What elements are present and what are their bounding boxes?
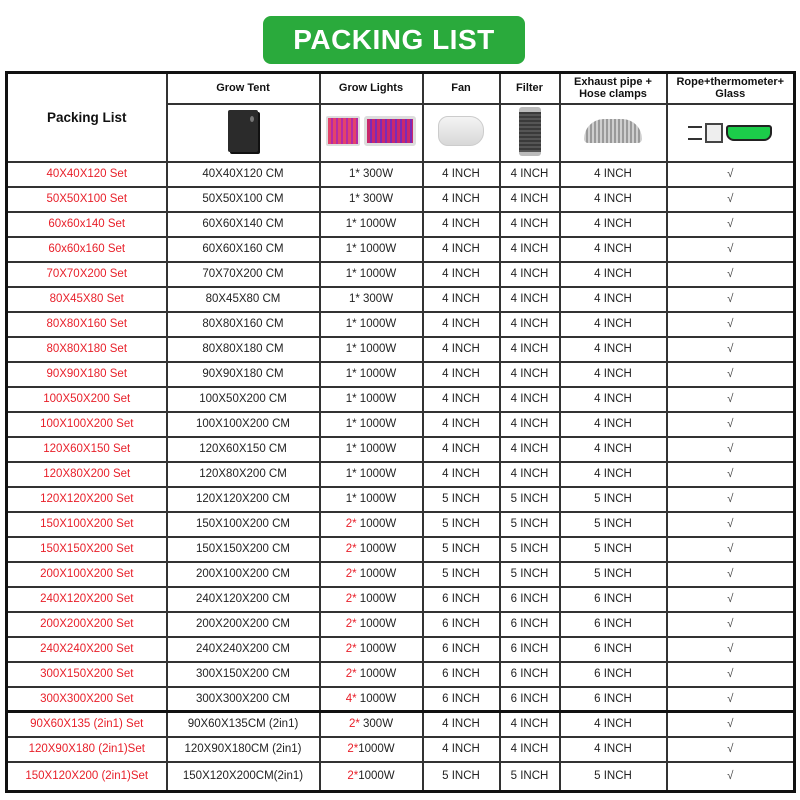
accessory-kit-check-cell: √	[667, 212, 795, 237]
exhaust-image-cell	[560, 104, 667, 162]
exhaust-size-cell: 6 INCH	[560, 687, 667, 712]
page-title: PACKING LIST	[293, 24, 495, 55]
light-wattage: 1000W	[356, 593, 397, 605]
grow-lights-cell	[320, 337, 423, 362]
accessory-kit-check-cell: √	[667, 537, 795, 562]
accessory-kit-check-cell: √	[667, 237, 795, 262]
fan-size-cell: 4 INCH	[423, 437, 500, 462]
table-row	[7, 162, 795, 187]
fan-size-cell: 6 INCH	[423, 687, 500, 712]
table-row	[7, 662, 795, 687]
grow-tent-icon	[228, 110, 258, 152]
table-row	[7, 562, 795, 587]
filter-size-cell: 4 INCH	[500, 462, 560, 487]
light-quantity: 2*	[345, 543, 357, 555]
header-filter: Filter	[500, 73, 560, 104]
grow-lights-cell	[320, 262, 423, 287]
tent-size-cell: 60X60X140 CM	[167, 212, 320, 237]
header-kit-line2: Glass	[715, 88, 746, 101]
exhaust-size-cell: 6 INCH	[560, 612, 667, 637]
filter-size-cell: 4 INCH	[500, 262, 560, 287]
exhaust-size-cell: 4 INCH	[560, 312, 667, 337]
grow-lights-cell	[320, 437, 423, 462]
set-name-cell: 90X90X180 Set	[7, 362, 167, 387]
grow-tent-image-cell	[167, 104, 320, 162]
set-name-cell: 200X100X200 Set	[7, 562, 167, 587]
set-name-cell: 240X240X200 Set	[7, 637, 167, 662]
light-quantity: 2*	[347, 770, 359, 783]
table-row	[7, 687, 795, 712]
tent-size-cell: 240X120X200 CM	[167, 587, 320, 612]
grow-lights-cell	[320, 662, 423, 687]
exhaust-size-cell: 6 INCH	[560, 637, 667, 662]
set-name-cell: 60x60x140 Set	[7, 212, 167, 237]
table-row	[7, 712, 795, 737]
set-name-cell: 300X150X200 Set	[7, 662, 167, 687]
grow-lights-cell	[320, 537, 423, 562]
accessory-kit-check-cell: √	[667, 262, 795, 287]
filter-size-cell: 4 INCH	[500, 287, 560, 312]
set-name-cell: 60x60x160 Set	[7, 237, 167, 262]
filter-size-cell: 5 INCH	[500, 537, 560, 562]
filter-size-cell: 4 INCH	[500, 387, 560, 412]
header-grow-tent: Grow Tent	[167, 73, 320, 104]
fan-size-cell: 6 INCH	[423, 637, 500, 662]
table-row	[7, 312, 795, 337]
set-name-cell: 120X80X200 Set	[7, 462, 167, 487]
grow-lights-icon	[326, 116, 416, 146]
table-row	[7, 512, 795, 537]
tent-size-cell: 100X50X200 CM	[167, 387, 320, 412]
title-banner	[263, 16, 525, 64]
exhaust-size-cell: 4 INCH	[560, 337, 667, 362]
fan-size-cell: 5 INCH	[423, 487, 500, 512]
light-wattage: 1000W	[356, 692, 397, 705]
tent-size-cell: 200X100X200 CM	[167, 562, 320, 587]
light-quantity: 2*	[345, 518, 357, 530]
light-quantity: 1*	[345, 393, 357, 405]
exhaust-size-cell: 4 INCH	[560, 737, 667, 762]
light-quantity: 2*	[345, 618, 357, 630]
accessory-kit-check-cell: √	[667, 587, 795, 612]
grow-lights-image-cell	[320, 104, 423, 162]
header-exhaust-line2: Hose clamps	[579, 88, 647, 101]
light-quantity: 4*	[345, 692, 357, 705]
light-quantity: 2*	[345, 643, 357, 655]
fan-size-cell: 4 INCH	[423, 712, 500, 737]
set-name-cell: 120X60X150 Set	[7, 437, 167, 462]
light-wattage: 1000W	[356, 343, 397, 355]
light-wattage: 300W	[359, 168, 394, 180]
exhaust-size-cell: 4 INCH	[560, 362, 667, 387]
light-wattage: 300W	[359, 293, 394, 305]
filter-size-cell: 6 INCH	[500, 612, 560, 637]
table-row	[7, 362, 795, 387]
table-row	[7, 412, 795, 437]
ducting-icon	[584, 119, 642, 143]
table-row	[7, 187, 795, 212]
set-name-cell: 80X45X80 Set	[7, 287, 167, 312]
accessory-kit-check-cell: √	[667, 687, 795, 712]
table-row	[7, 737, 795, 762]
set-name-cell: 120X120X200 Set	[7, 487, 167, 512]
tent-size-cell: 90X60X135CM (2in1)	[167, 712, 320, 737]
grow-lights-cell	[320, 362, 423, 387]
header-packing-list: Packing List	[7, 73, 167, 162]
light-wattage: 1000W	[356, 443, 397, 455]
filter-size-cell: 4 INCH	[500, 737, 560, 762]
grow-lights-cell	[320, 562, 423, 587]
tent-size-cell: 150X120X200CM(2in1)	[167, 762, 320, 792]
filter-size-cell: 6 INCH	[500, 637, 560, 662]
grow-lights-cell	[320, 162, 423, 187]
tent-size-cell: 120X120X200 CM	[167, 487, 320, 512]
fan-image-cell	[423, 104, 500, 162]
light-quantity: 1*	[345, 493, 357, 505]
light-wattage: 1000W	[356, 418, 397, 430]
tent-size-cell: 100X100X200 CM	[167, 412, 320, 437]
accessory-kit-check-cell: √	[667, 487, 795, 512]
exhaust-size-cell: 5 INCH	[560, 512, 667, 537]
tent-size-cell: 300X150X200 CM	[167, 662, 320, 687]
table-row	[7, 587, 795, 612]
set-name-cell: 100X100X200 Set	[7, 412, 167, 437]
tent-size-cell: 60X60X160 CM	[167, 237, 320, 262]
light-wattage: 1000W	[356, 318, 397, 330]
inline-fan-icon	[438, 116, 484, 146]
fan-size-cell: 4 INCH	[423, 462, 500, 487]
filter-size-cell: 4 INCH	[500, 437, 560, 462]
filter-size-cell: 4 INCH	[500, 312, 560, 337]
exhaust-size-cell: 5 INCH	[560, 762, 667, 792]
grow-lights-cell	[320, 312, 423, 337]
set-name-cell: 240X120X200 Set	[7, 587, 167, 612]
table-row	[7, 637, 795, 662]
set-name-cell: 50X50X100 Set	[7, 187, 167, 212]
header-grow-lights: Grow Lights	[320, 73, 423, 104]
filter-size-cell: 6 INCH	[500, 587, 560, 612]
accessory-kit-check-cell: √	[667, 562, 795, 587]
fan-size-cell: 4 INCH	[423, 312, 500, 337]
light-wattage: 300W	[359, 718, 394, 731]
light-wattage: 1000W	[356, 518, 397, 530]
light-wattage: 1000W	[356, 543, 397, 555]
tent-size-cell: 200X200X200 CM	[167, 612, 320, 637]
tent-size-cell: 80X80X180 CM	[167, 337, 320, 362]
grow-lights-cell	[320, 212, 423, 237]
filter-size-cell: 4 INCH	[500, 162, 560, 187]
light-wattage: 1000W	[356, 243, 397, 255]
table-row	[7, 262, 795, 287]
accessory-kit-check-cell: √	[667, 437, 795, 462]
accessory-kit-check-cell: √	[667, 737, 795, 762]
grow-lights-cell	[320, 637, 423, 662]
table-row	[7, 337, 795, 362]
light-wattage: 1000W	[358, 743, 395, 755]
tent-size-cell: 80X45X80 CM	[167, 287, 320, 312]
grow-lights-cell	[320, 237, 423, 262]
grow-lights-cell	[320, 287, 423, 312]
fan-size-cell: 4 INCH	[423, 412, 500, 437]
light-wattage: 1000W	[356, 268, 397, 280]
tent-size-cell: 120X80X200 CM	[167, 462, 320, 487]
exhaust-size-cell: 5 INCH	[560, 487, 667, 512]
exhaust-size-cell: 4 INCH	[560, 712, 667, 737]
filter-size-cell: 4 INCH	[500, 337, 560, 362]
fan-size-cell: 4 INCH	[423, 737, 500, 762]
table-row	[7, 237, 795, 262]
filter-size-cell: 4 INCH	[500, 412, 560, 437]
light-quantity: 1*	[345, 243, 357, 255]
light-quantity: 1*	[345, 368, 357, 380]
set-name-cell: 40X40X120 Set	[7, 162, 167, 187]
accessory-kit-check-cell: √	[667, 612, 795, 637]
grow-lights-cell	[320, 512, 423, 537]
set-name-cell: 80X80X160 Set	[7, 312, 167, 337]
accessory-kit-icon	[688, 123, 772, 143]
fan-size-cell: 4 INCH	[423, 337, 500, 362]
light-wattage: 1000W	[356, 393, 397, 405]
set-name-cell: 70X70X200 Set	[7, 262, 167, 287]
filter-image-cell	[500, 104, 560, 162]
filter-size-cell: 4 INCH	[500, 237, 560, 262]
exhaust-size-cell: 4 INCH	[560, 462, 667, 487]
tent-size-cell: 40X40X120 CM	[167, 162, 320, 187]
fan-size-cell: 6 INCH	[423, 587, 500, 612]
tent-size-cell: 90X90X180 CM	[167, 362, 320, 387]
carbon-filter-icon	[519, 107, 541, 156]
light-quantity: 1*	[345, 268, 357, 280]
filter-size-cell: 6 INCH	[500, 662, 560, 687]
light-quantity: 1*	[348, 193, 360, 205]
light-wattage: 1000W	[356, 368, 397, 380]
header-exhaust-line1: Exhaust pipe +	[574, 76, 652, 89]
light-wattage: 1000W	[356, 218, 397, 230]
light-wattage: 1000W	[356, 668, 397, 680]
fan-size-cell: 4 INCH	[423, 387, 500, 412]
filter-size-cell: 5 INCH	[500, 512, 560, 537]
table-row	[7, 387, 795, 412]
accessory-kit-check-cell: √	[667, 762, 795, 792]
set-name-cell: 100X50X200 Set	[7, 387, 167, 412]
set-name-cell: 150X120X200 (2in1)Set	[7, 762, 167, 792]
accessory-kit-check-cell: √	[667, 662, 795, 687]
fan-size-cell: 4 INCH	[423, 362, 500, 387]
fan-size-cell: 5 INCH	[423, 512, 500, 537]
light-quantity: 2*	[347, 743, 359, 755]
fan-size-cell: 4 INCH	[423, 212, 500, 237]
exhaust-size-cell: 4 INCH	[560, 237, 667, 262]
set-name-cell: 150X100X200 Set	[7, 512, 167, 537]
table-row	[7, 462, 795, 487]
grow-lights-cell	[320, 487, 423, 512]
light-quantity: 1*	[348, 168, 360, 180]
exhaust-size-cell: 4 INCH	[560, 212, 667, 237]
grow-lights-cell	[320, 462, 423, 487]
accessory-kit-check-cell: √	[667, 162, 795, 187]
tent-size-cell: 120X90X180CM (2in1)	[167, 737, 320, 762]
fan-size-cell: 5 INCH	[423, 562, 500, 587]
accessory-kit-check-cell: √	[667, 187, 795, 212]
header-accessory-kit	[667, 73, 795, 104]
accessory-kit-check-cell: √	[667, 312, 795, 337]
light-quantity: 1*	[348, 293, 360, 305]
packing-list-body	[7, 162, 795, 792]
light-quantity: 2*	[345, 568, 357, 580]
exhaust-size-cell: 4 INCH	[560, 387, 667, 412]
fan-size-cell: 4 INCH	[423, 237, 500, 262]
fan-size-cell: 4 INCH	[423, 287, 500, 312]
grow-lights-cell	[320, 587, 423, 612]
grow-lights-cell	[320, 737, 423, 762]
fan-size-cell: 6 INCH	[423, 662, 500, 687]
accessory-kit-check-cell: √	[667, 337, 795, 362]
light-quantity: 1*	[345, 443, 357, 455]
fan-size-cell: 5 INCH	[423, 762, 500, 792]
tent-size-cell: 80X80X160 CM	[167, 312, 320, 337]
table-row	[7, 437, 795, 462]
tent-size-cell: 150X150X200 CM	[167, 537, 320, 562]
set-name-cell: 90X60X135 (2in1) Set	[7, 712, 167, 737]
table-row	[7, 612, 795, 637]
exhaust-size-cell: 4 INCH	[560, 437, 667, 462]
filter-size-cell: 4 INCH	[500, 712, 560, 737]
tent-size-cell: 70X70X200 CM	[167, 262, 320, 287]
accessory-kit-check-cell: √	[667, 287, 795, 312]
light-quantity: 2*	[345, 593, 357, 605]
light-wattage: 1000W	[356, 568, 397, 580]
header-exhaust	[560, 73, 667, 104]
accessory-kit-check-cell: √	[667, 362, 795, 387]
fan-size-cell: 4 INCH	[423, 162, 500, 187]
exhaust-size-cell: 6 INCH	[560, 587, 667, 612]
light-quantity: 1*	[345, 318, 357, 330]
filter-size-cell: 4 INCH	[500, 187, 560, 212]
light-quantity: 1*	[345, 468, 357, 480]
accessory-kit-check-cell: √	[667, 387, 795, 412]
accessory-kit-image-cell	[667, 104, 795, 162]
fan-size-cell: 6 INCH	[423, 612, 500, 637]
grow-lights-cell	[320, 612, 423, 637]
tent-size-cell: 50X50X100 CM	[167, 187, 320, 212]
accessory-kit-check-cell: √	[667, 462, 795, 487]
light-quantity: 2*	[348, 718, 360, 731]
filter-size-cell: 5 INCH	[500, 487, 560, 512]
header-kit-line1: Rope+thermometer+	[676, 76, 785, 89]
accessory-kit-check-cell: √	[667, 712, 795, 737]
fan-size-cell: 5 INCH	[423, 537, 500, 562]
light-wattage: 1000W	[356, 618, 397, 630]
exhaust-size-cell: 5 INCH	[560, 562, 667, 587]
set-name-cell: 300X300X200 Set	[7, 687, 167, 712]
grow-lights-cell	[320, 412, 423, 437]
exhaust-size-cell: 4 INCH	[560, 287, 667, 312]
light-wattage: 1000W	[356, 468, 397, 480]
light-wattage: 1000W	[356, 643, 397, 655]
table-row	[7, 212, 795, 237]
light-quantity: 2*	[345, 668, 357, 680]
fan-size-cell: 4 INCH	[423, 262, 500, 287]
grow-lights-cell	[320, 387, 423, 412]
accessory-kit-check-cell: √	[667, 637, 795, 662]
tent-size-cell: 150X100X200 CM	[167, 512, 320, 537]
table-row	[7, 487, 795, 512]
filter-size-cell: 4 INCH	[500, 212, 560, 237]
set-name-cell: 150X150X200 Set	[7, 537, 167, 562]
accessory-kit-check-cell: √	[667, 512, 795, 537]
set-name-cell: 80X80X180 Set	[7, 337, 167, 362]
filter-size-cell: 5 INCH	[500, 562, 560, 587]
tent-size-cell: 300X300X200 CM	[167, 687, 320, 712]
grow-lights-cell	[320, 712, 423, 737]
filter-size-cell: 4 INCH	[500, 362, 560, 387]
set-name-cell: 120X90X180 (2in1)Set	[7, 737, 167, 762]
grow-lights-cell	[320, 762, 423, 792]
grow-lights-cell	[320, 687, 423, 712]
exhaust-size-cell: 6 INCH	[560, 662, 667, 687]
table-row	[7, 537, 795, 562]
accessory-kit-check-cell: √	[667, 412, 795, 437]
light-wattage: 300W	[359, 193, 394, 205]
exhaust-size-cell: 4 INCH	[560, 162, 667, 187]
exhaust-size-cell: 5 INCH	[560, 537, 667, 562]
filter-size-cell: 5 INCH	[500, 762, 560, 792]
table-row	[7, 762, 795, 792]
grow-lights-cell	[320, 187, 423, 212]
light-quantity: 1*	[345, 343, 357, 355]
tent-size-cell: 240X240X200 CM	[167, 637, 320, 662]
light-wattage: 1000W	[358, 770, 395, 783]
tent-size-cell: 120X60X150 CM	[167, 437, 320, 462]
table-row	[7, 287, 795, 312]
header-fan: Fan	[423, 73, 500, 104]
exhaust-size-cell: 4 INCH	[560, 262, 667, 287]
fan-size-cell: 4 INCH	[423, 187, 500, 212]
filter-size-cell: 6 INCH	[500, 687, 560, 712]
exhaust-size-cell: 4 INCH	[560, 412, 667, 437]
light-quantity: 1*	[345, 418, 357, 430]
light-wattage: 1000W	[356, 493, 397, 505]
packing-list-table	[5, 71, 796, 793]
light-quantity: 1*	[345, 218, 357, 230]
set-name-cell: 200X200X200 Set	[7, 612, 167, 637]
exhaust-size-cell: 4 INCH	[560, 187, 667, 212]
